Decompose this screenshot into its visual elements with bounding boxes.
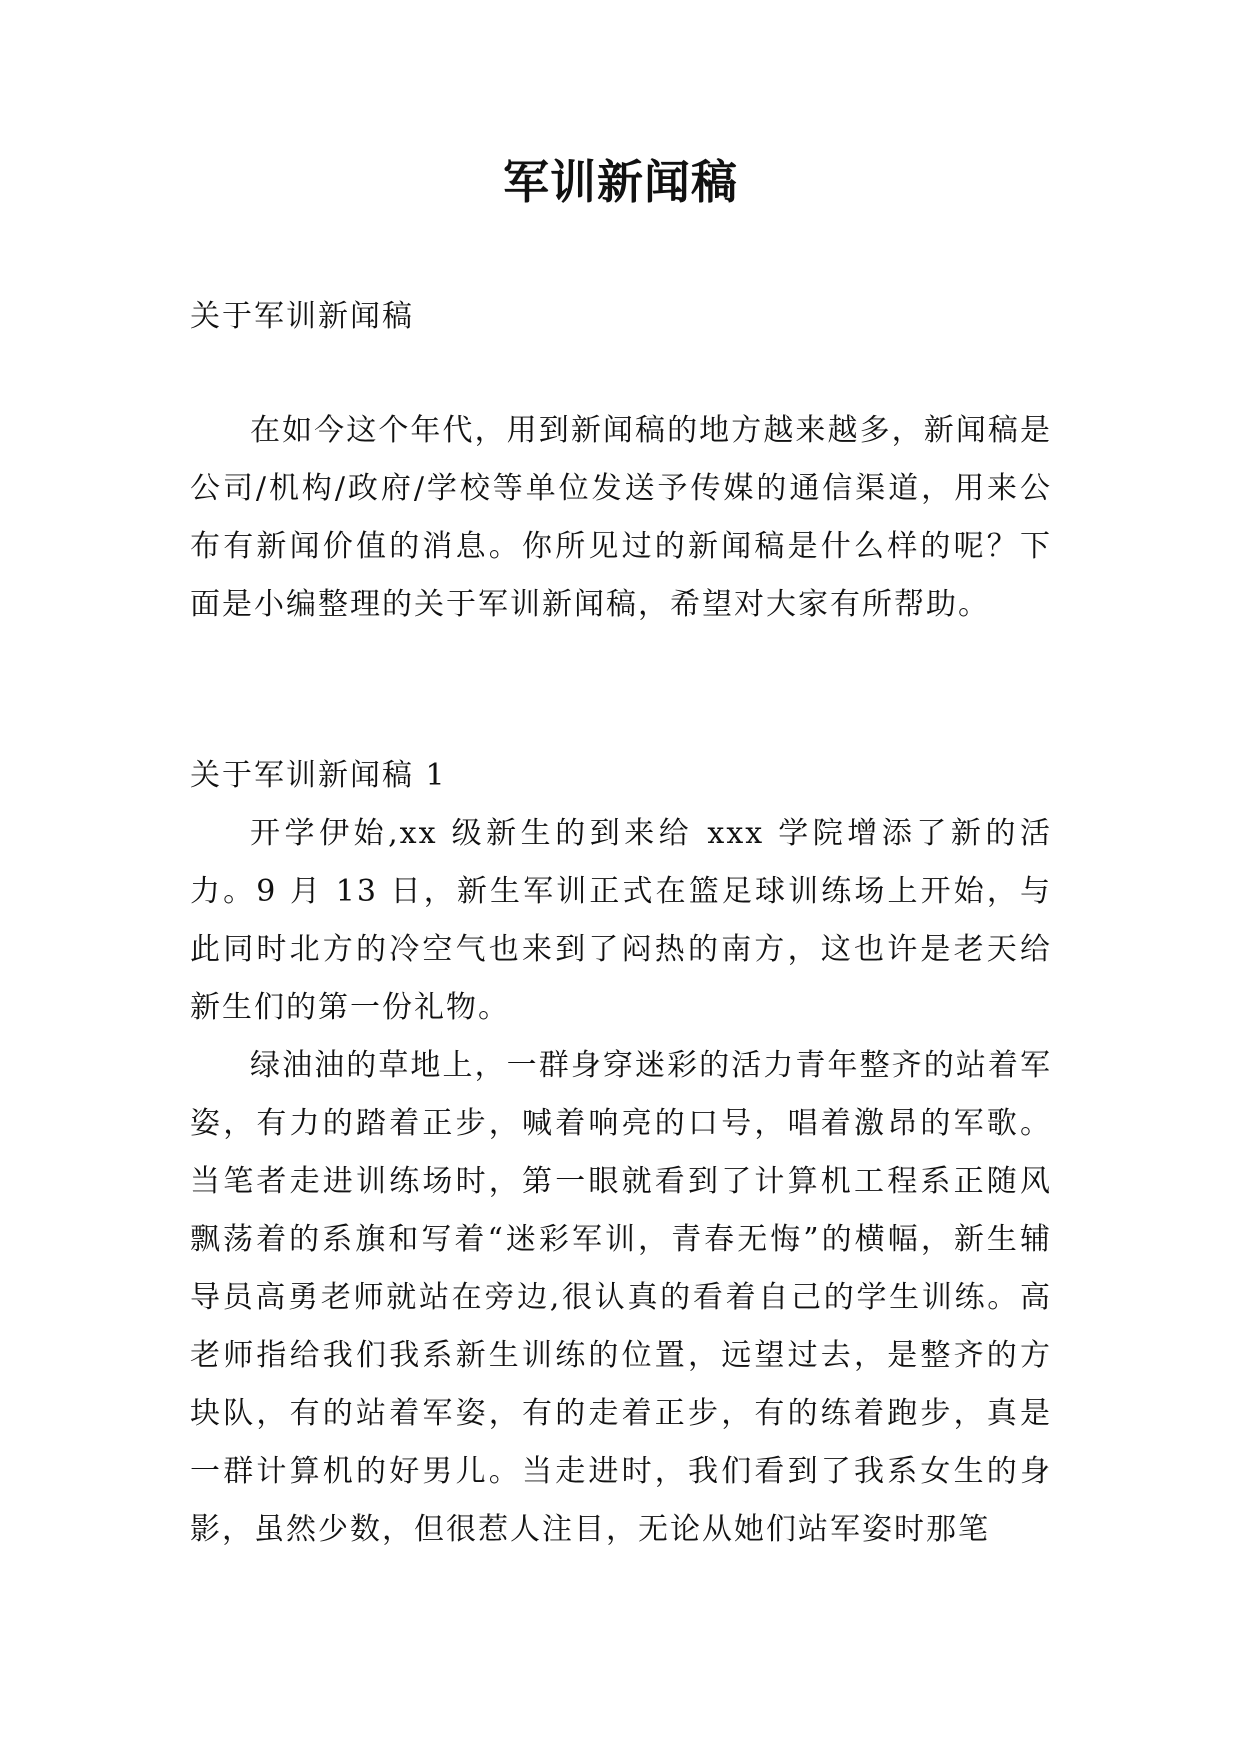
intro-heading-block [190,288,1052,346]
document-title: 军训新闻稿 [503,155,738,209]
section-1-paragraph-2: 绿油油的草地上，一群身穿迷彩的活力青年整齐的站着军姿，有力的踏着正步，喊着响亮的口号，唱着激昂的军歌。当笔者走进训练场时，第一眼就看到了计算机工程系正随风飘荡着的系旗和写着“迷彩军训，青春无悔”的横幅，新生辅导员高勇老师就站在旁边,很认真的看着自己的学生训练。高老师指给我们我系新生训练的位置，远望过去，是整齐的方块队，有的站着军姿，有的走着正步，有的练着跑步，真是一群计算机的好男儿。当走进时，我们看到了我系女生的身影，虽然少数，但很惹人注目，无论从她们站军姿时那笔 [190,1048,1052,1547]
intro-paragraph-block [190,402,1052,634]
section-1-paragraph-1: 开学伊始,xx 级新生的到来给 xxx 学院增添了新的活力。9 月 13 日，新生军训正式在篮足球训练场上开始，与此同时北方的冷空气也来到了闷热的南方，这也许是老天给新生们的第一份礼物。 [190,816,1052,1025]
section-1 [190,747,1052,1559]
intro-heading: 关于军训新闻稿 [190,299,414,334]
intro-paragraph: 在如今这个年代，用到新闻稿的地方越来越多，新闻稿是公司/机构/政府/学校等单位发送予传媒的通信渠道，用来公布有新闻价值的消息。你所见过的新闻稿是什么样的呢？下面是小编整理的关于军训新闻稿，希望对大家有所帮助。 [190,413,1052,622]
section-1-heading: 关于军训新闻稿 1 [190,758,447,793]
